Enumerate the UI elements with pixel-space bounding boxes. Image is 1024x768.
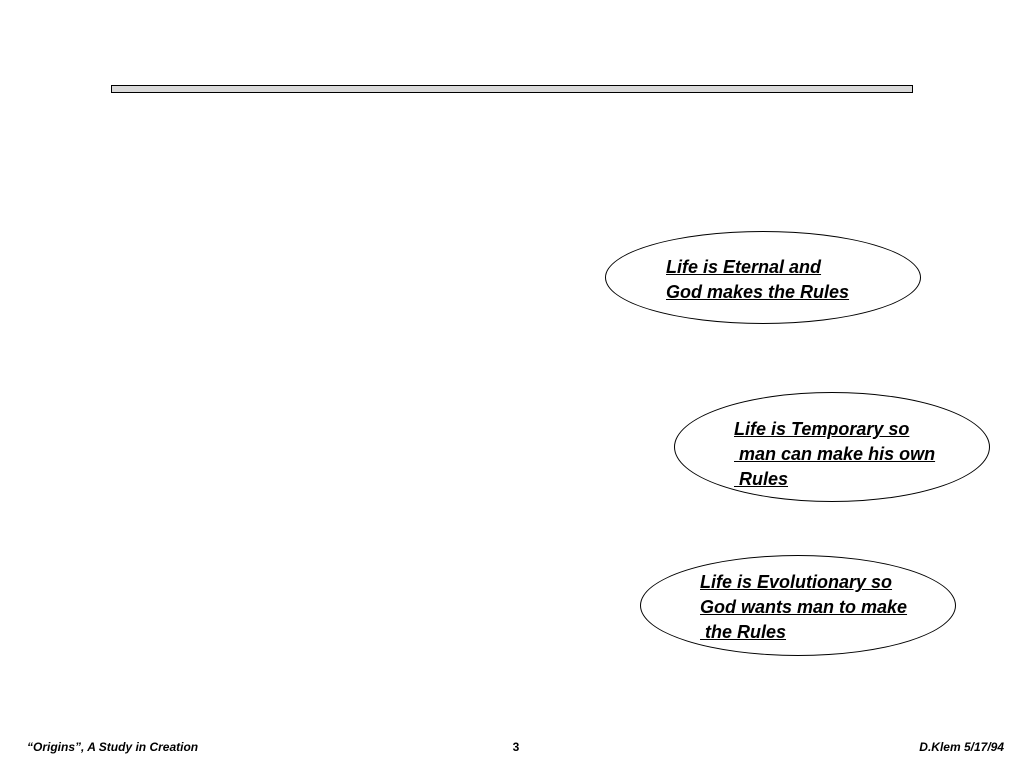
callout-evolutionary-line-3: the Rules: [700, 622, 787, 642]
callout-eternal-line-2: God makes the Rules: [666, 282, 850, 302]
callout-text-temporary: [734, 417, 935, 492]
page-number: 3: [512, 740, 520, 754]
callout-text-eternal: [666, 255, 849, 305]
footer-title: “Origins”, A Study in Creation: [27, 740, 199, 754]
callout-temporary-line-3: Rules: [734, 469, 789, 489]
callout-evolutionary-line-2: God wants man to make: [700, 597, 908, 617]
callout-text-evolutionary: [700, 570, 907, 645]
callout-temporary-line-2: man can make his own: [734, 444, 936, 464]
callout-eternal-line-1: Life is Eternal and: [666, 257, 822, 277]
footer-author-date: D.Klem 5/17/94: [919, 740, 1004, 754]
title-divider: [111, 85, 913, 93]
callout-evolutionary-line-1: Life is Evolutionary so: [700, 572, 893, 592]
callout-temporary-line-1: Life is Temporary so: [734, 419, 910, 439]
